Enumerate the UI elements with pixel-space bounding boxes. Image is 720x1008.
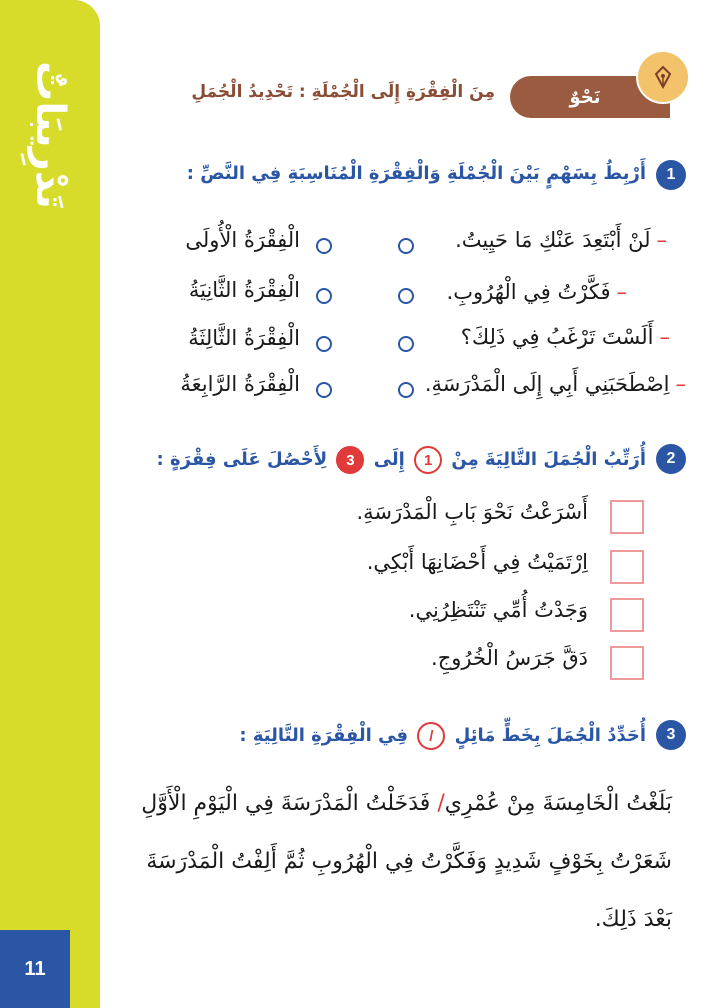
ex2-from-number: 1: [414, 446, 442, 474]
ex2-sentence-3: وَجَدْتُ أُمِّي تَنْتَظِرُنِي.: [408, 598, 588, 622]
dash-mark: –: [659, 325, 670, 349]
dash-mark: –: [616, 280, 627, 304]
side-title: [0, 20, 100, 250]
ex2-checkbox-3[interactable]: [610, 598, 644, 632]
ex1-sentence-1-dot[interactable]: [398, 238, 414, 254]
ex3-paragraph: [112, 775, 672, 949]
ex3-paragraph-slash: /: [437, 791, 445, 816]
page-number-text: 11: [24, 957, 46, 980]
ex1-paragraph-1-dot[interactable]: [316, 238, 332, 254]
ex1-paragraph-2: الْفِقْرَةُ الثَّانِيَةُ: [188, 278, 300, 302]
ex2-to-number: 3: [336, 446, 364, 474]
ex2-instruction-part1: أُرَتِّبُ الْجُمَلَ التَّالِيَةَ مِنْ: [451, 449, 646, 470]
ex2-checkbox-1[interactable]: [610, 500, 644, 534]
ex1-sentence-2-text: فَكَّرْتُ فِي الْهُرُوبِ.: [446, 280, 611, 304]
header-label: نَحْوٌ: [569, 86, 601, 108]
ex1-sentence-1-text: لَنْ أَبْتَعِدَ عَنْكِ مَا حَيِيتُ.: [455, 228, 651, 252]
ex2-sentence-1: أَسْرَعْتُ نَحْوَ بَابِ الْمَدْرَسَةِ.: [356, 500, 588, 524]
ex1-paragraph-3: الْفِقْرَةُ الثَّالِثَةُ: [188, 326, 300, 350]
ex1-paragraph-2-dot[interactable]: [316, 288, 332, 304]
side-title-text: تَدْرِيبَاتٌ: [27, 61, 73, 209]
ex1-sentence-1: [455, 228, 667, 252]
ex2-checkbox-2[interactable]: [610, 550, 644, 584]
ex1-paragraph-4-dot[interactable]: [316, 382, 332, 398]
ex2-instruction-part3: لِأَحْصُلَ عَلَى فِقْرَةٍ :: [156, 449, 328, 470]
ex1-paragraph-1: الْفِقْرَةُ الْأُولَى: [185, 228, 300, 252]
ex2-sentence-4: دَقَّ جَرَسُ الْخُرُوجِ.: [431, 646, 588, 670]
exercise-3-instruction: [239, 722, 646, 750]
ex1-paragraph-3-dot[interactable]: [316, 336, 332, 352]
ex3-paragraph-part1: بَلَغْتُ الْخَامِسَةَ مِنْ عُمْرِي: [444, 791, 672, 816]
ex2-instruction-part2: إِلَى: [373, 449, 405, 470]
exercise-1-number: 1: [656, 160, 686, 190]
ex1-sentence-3: [461, 325, 670, 349]
ex3-instruction-part1: أُحَدِّدُ الْجُمَلَ بِخَطٍّ مَائِلٍ: [454, 725, 646, 746]
ex3-instruction-part2: فِي الْفِقْرَةِ التَّالِيَةِ :: [239, 725, 409, 746]
ex3-paragraph-part2: فَدَخَلْتُ الْمَدْرَسَةَ فِي الْيَوْمِ الْأَوَّلِ شَعَرْتُ بِخَوْفٍ شَدِيدٍ وَفَكَّرْتُ فِي الْهُرُوبِ ثُمَّ أَلِفْتُ الْمَدْرَسَةَ بَعْدَ ذَلِكَ.: [141, 791, 672, 932]
ex2-sentence-2: اِرْتَمَيْتُ فِي أَحْضَانِهَا أَبْكِي.: [366, 550, 588, 574]
lesson-topic: مِنَ الْفِقْرَةِ إِلَى الْجُمْلَةِ : تَحْدِيدُ الْجُمَلِ: [191, 82, 495, 102]
ex1-sentence-4-dot[interactable]: [398, 382, 414, 398]
ex2-checkbox-4[interactable]: [610, 646, 644, 680]
exercise-2-number: 2: [656, 444, 686, 474]
ex1-sentence-3-dot[interactable]: [398, 336, 414, 352]
ex1-sentence-4-text: اِصْطَحَبَنِي أَبِي إِلَى الْمَدْرَسَةِ.: [424, 372, 670, 396]
dash-mark: –: [656, 228, 667, 252]
ex3-slash-icon: /: [417, 722, 445, 750]
page-number: [0, 930, 70, 1008]
ex1-sentence-3-text: أَلَسْتَ تَرْغَبُ فِي ذَلِكَ؟: [460, 325, 654, 349]
exercise-1-instruction: أَرْبِطُ بِسَهْمٍ بَيْنَ الْجُمْلَةِ وَالْفِقْرَةِ الْمُنَاسِبَةِ فِي النَّصِّ :: [186, 163, 646, 184]
ex1-sentence-2: [447, 280, 627, 304]
ex1-sentence-2-dot[interactable]: [398, 288, 414, 304]
pen-icon: [636, 50, 690, 104]
exercise-3-number: 3: [656, 720, 686, 750]
ex1-paragraph-4: الْفِقْرَةُ الرَّابِعَةُ: [180, 372, 300, 396]
ex1-sentence-4: [425, 372, 686, 396]
exercise-2-instruction: [157, 446, 646, 474]
dash-mark: –: [675, 372, 686, 396]
